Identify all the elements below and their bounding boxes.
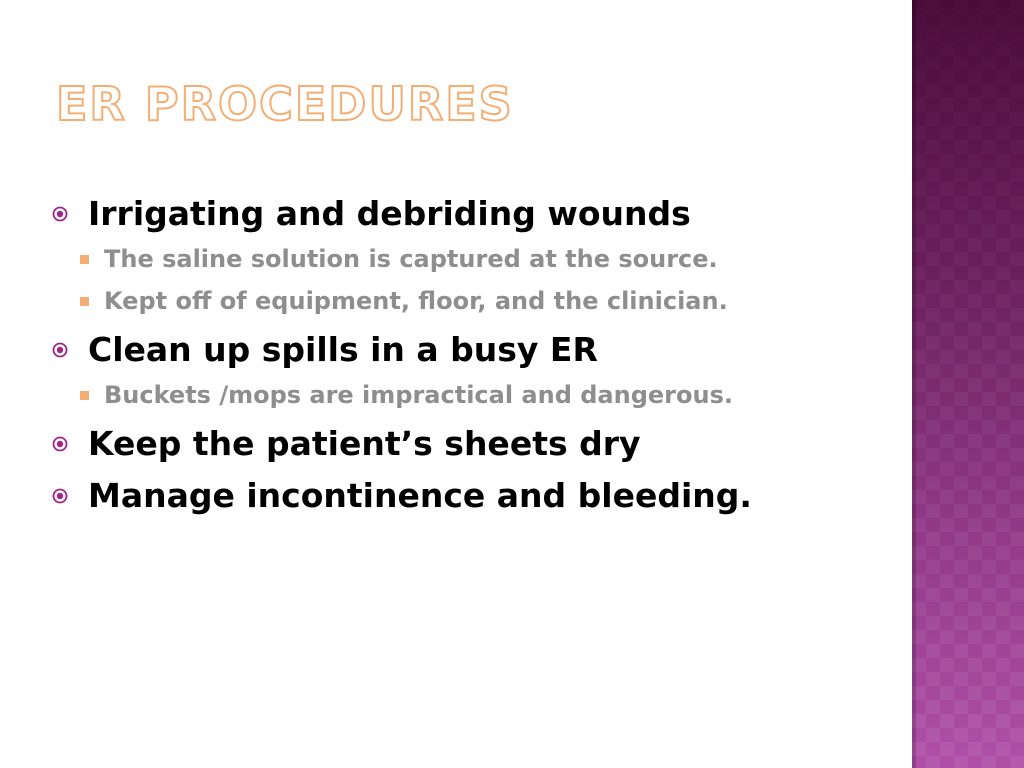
bullet-item [48,326,888,374]
bullet-item [48,420,888,468]
bullet-item [48,472,888,520]
circled-dot-bullet-icon [52,488,68,504]
bullet-list [48,190,888,520]
square-bullet-icon [80,255,89,264]
sub-bullet-item [48,374,888,416]
bullet-item [48,190,888,238]
sub-bullet-item [48,238,888,280]
circled-dot-bullet-icon [52,342,68,358]
bullet-text: Clean up spills in a busy ER [88,330,598,369]
slide-title: ER PROCEDURES [56,77,514,131]
sub-bullet-text: Kept off of equipment, floor, and the clinician. [104,287,728,315]
circled-dot-bullet-icon [52,206,68,222]
sub-bullet-text: Buckets /mops are impractical and dangerous. [104,381,733,409]
bullet-text: Manage incontinence and bleeding. [88,476,752,515]
square-bullet-icon [80,391,89,400]
diamond-pattern [912,0,1024,768]
decorative-side-band [912,0,1024,768]
circled-dot-bullet-icon [52,436,68,452]
square-bullet-icon [80,297,89,306]
bullet-text: Keep the patient’s sheets dry [88,424,641,463]
sub-bullet-text: The saline solution is captured at the source. [104,245,718,273]
sub-bullet-item [48,280,888,322]
bullet-text: Irrigating and debriding wounds [88,194,691,233]
